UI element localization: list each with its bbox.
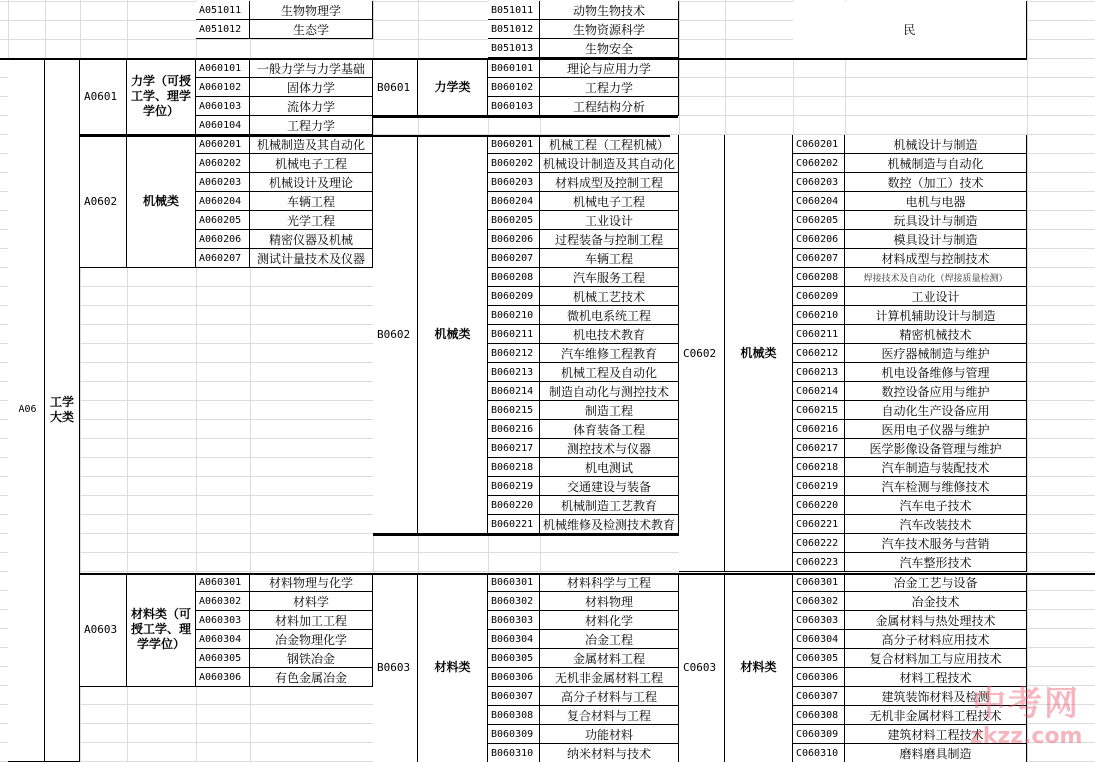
table-cell-name: 磨料磨具制造 (845, 744, 1027, 762)
table-cell-code: A060205 (196, 211, 250, 230)
table-cell-code: C060306 (793, 668, 845, 687)
table-cell-code: B060102 (488, 78, 540, 97)
table-cell-name: 生物资源科学 (540, 20, 679, 39)
table-cell-name: 机械设计及理论 (250, 173, 373, 192)
table-cell-name: 材料加工工程 (250, 611, 373, 630)
table-cell-code: C060221 (793, 515, 845, 534)
table-cell-code: B060310 (488, 744, 540, 762)
table-cell-name: 数控设备应用与维护 (845, 382, 1027, 401)
subcat-code: B0602 (373, 135, 418, 534)
table-cell-code: C060304 (793, 630, 845, 649)
table-cell-name: 无机非金属材料工程技术 (845, 706, 1027, 725)
table-cell-name: 数控（加工）技术 (845, 173, 1027, 192)
major-code: A06 (8, 58, 45, 762)
table-cell-code: A060202 (196, 154, 250, 173)
table-cell-name: 工程力学 (250, 116, 373, 135)
table-cell-name: 电机与电器 (845, 192, 1027, 211)
table-cell-code: C060209 (793, 287, 845, 306)
table-cell-code: B060101 (488, 59, 540, 78)
subcat-code: A0602 (80, 135, 127, 268)
subcat-code: C0603 (679, 573, 725, 762)
table-cell-code: C060301 (793, 573, 845, 592)
table-cell-name: 精密机械技术 (845, 325, 1027, 344)
table-cell-code: A060204 (196, 192, 250, 211)
subcat-name: 力学（可授工学、理学学位） (127, 59, 196, 135)
table-cell-code: C060307 (793, 687, 845, 706)
table-cell-code: B060211 (488, 325, 540, 344)
table-cell-name: 机械电子工程 (540, 192, 679, 211)
table-cell-name: 体育装备工程 (540, 420, 679, 439)
subcat-code: B0603 (373, 573, 418, 762)
table-cell-code: B060213 (488, 363, 540, 382)
table-cell-text: 民 (793, 1, 1027, 58)
table-cell-name: 机电技术教育 (540, 325, 679, 344)
table-cell-name: 车辆工程 (250, 192, 373, 211)
table-cell-code: B060203 (488, 173, 540, 192)
table-cell-code: C060222 (793, 534, 845, 553)
table-cell-name: 工业设计 (845, 287, 1027, 306)
table-cell-code: B060306 (488, 668, 540, 687)
table-cell-name: 理论与应用力学 (540, 59, 679, 78)
subcat-name: 材料类 (725, 573, 793, 762)
table-cell-code: C060215 (793, 401, 845, 420)
table-cell-code: B060309 (488, 725, 540, 744)
table-cell-name: 钢铁冶金 (250, 649, 373, 668)
table-cell-code: C060219 (793, 477, 845, 496)
table-cell-code: A060102 (196, 78, 250, 97)
table-cell-code: B060308 (488, 706, 540, 725)
table-cell-name: 材料物理 (540, 592, 679, 611)
table-cell-code: C060207 (793, 249, 845, 268)
table-cell-code: B060219 (488, 477, 540, 496)
watermark-line2: zkzz.com (970, 724, 1083, 749)
table-cell-name: 纳米材料与技术 (540, 744, 679, 762)
subcat-name: 机械类 (127, 135, 196, 268)
border-line (80, 573, 1095, 575)
table-cell-name: 自动化生产设备应用 (845, 401, 1027, 420)
table-cell-code: A060303 (196, 611, 250, 630)
table-cell-name: 车辆工程 (540, 249, 679, 268)
watermark-line1: 中考网 (972, 684, 1080, 724)
table-cell-name: 汽车电子技术 (845, 496, 1027, 515)
table-cell-code: C060211 (793, 325, 845, 344)
table-cell-name: 材料科学与工程 (540, 573, 679, 592)
table-cell-name: 一般力学与力学基础 (250, 59, 373, 78)
table-cell-name: 汽车检测与维修技术 (845, 477, 1027, 496)
table-cell-name: 材料成型与控制技术 (845, 249, 1027, 268)
table-cell-code: B060206 (488, 230, 540, 249)
table-cell-code: C060220 (793, 496, 845, 515)
table-cell-code: C060218 (793, 458, 845, 477)
table-cell-name: 材料工程技术 (845, 668, 1027, 687)
table-cell-code: B060216 (488, 420, 540, 439)
table-cell-code: B060209 (488, 287, 540, 306)
border-line (0, 58, 1027, 60)
table-cell-name: 制造自动化与测控技术 (540, 382, 679, 401)
table-cell-code: B060214 (488, 382, 540, 401)
table-cell-code: C060216 (793, 420, 845, 439)
table-cell-code: C060202 (793, 154, 845, 173)
table-cell-name: 医用电子仪器与维护 (845, 420, 1027, 439)
border-line (373, 116, 678, 118)
table-cell-name: 光学工程 (250, 211, 373, 230)
table-cell-name: 汽车技术服务与营销 (845, 534, 1027, 553)
subcat-name: 力学类 (418, 59, 488, 116)
table-cell-name: 流体力学 (250, 97, 373, 116)
table-cell-code: A060306 (196, 668, 250, 687)
table-cell-name: 复合材料与工程 (540, 706, 679, 725)
table-cell-name: 生物物理学 (250, 1, 373, 20)
table-cell-code: A060305 (196, 649, 250, 668)
table-cell-name: 汽车制造与装配技术 (845, 458, 1027, 477)
table-cell-name: 机械设计制造及其自动化 (540, 154, 679, 173)
table-cell-code: B060305 (488, 649, 540, 668)
table-cell-name: 机电测试 (540, 458, 679, 477)
table-cell-code: C060310 (793, 744, 845, 762)
subcat-code: B0601 (373, 59, 418, 116)
table-cell-code: C060303 (793, 611, 845, 630)
subcat-code: C0602 (679, 135, 725, 572)
table-cell-name: 工业设计 (540, 211, 679, 230)
table-cell-name: 模具设计与制造 (845, 230, 1027, 249)
table-cell-code: C060214 (793, 382, 845, 401)
table-cell-code: A060301 (196, 573, 250, 592)
table-cell-code: B060217 (488, 439, 540, 458)
table-cell-code: B060207 (488, 249, 540, 268)
table-cell-name: 动物生物技术 (540, 1, 679, 20)
table-cell-code: B051011 (488, 1, 540, 20)
table-cell-name: 建筑装饰材料及检测 (845, 687, 1027, 706)
table-cell-name: 机械设计与制造 (845, 135, 1027, 154)
table-cell-name: 汽车维修工程教育 (540, 344, 679, 363)
table-cell-name: 交通建设与装备 (540, 477, 679, 496)
table-cell-name: 固体力学 (250, 78, 373, 97)
table-cell-name: 有色金属冶金 (250, 668, 373, 687)
major-name: 工学大类 (45, 58, 80, 762)
table-cell-name: 机械工程及自动化 (540, 363, 679, 382)
table-cell-name: 建筑材料工程技术 (845, 725, 1027, 744)
table-cell-code: A060304 (196, 630, 250, 649)
table-cell-code: C060212 (793, 344, 845, 363)
table-cell-name: 过程装备与控制工程 (540, 230, 679, 249)
table-cell-code: C060217 (793, 439, 845, 458)
table-cell-code: B060304 (488, 630, 540, 649)
table-cell-name: 机械制造与自动化 (845, 154, 1027, 173)
subcat-code: A0603 (80, 573, 127, 687)
table-cell-code: B060220 (488, 496, 540, 515)
subcat-name: 机械类 (418, 135, 488, 534)
table-cell-name: 制造工程 (540, 401, 679, 420)
table-cell-name: 机械工程（工程机械） (540, 135, 679, 154)
table-cell-name: 计算机辅助设计与制造 (845, 306, 1027, 325)
subcat-name: 材料类（可授工学、理学学位） (127, 573, 196, 687)
table-cell-name: 金属材料与热处理技术 (845, 611, 1027, 630)
table-cell-code: B060218 (488, 458, 540, 477)
table-cell-code: C060206 (793, 230, 845, 249)
table-cell-code: B060301 (488, 573, 540, 592)
table-cell-code: A060206 (196, 230, 250, 249)
table-cell-name: 精密仪器及机械 (250, 230, 373, 249)
table-cell-name: 机械电子工程 (250, 154, 373, 173)
table-cell-code: A051011 (196, 1, 250, 20)
table-cell-name: 冶金物理化学 (250, 630, 373, 649)
table-cell-code: A060207 (196, 249, 250, 268)
table-cell-code: C060204 (793, 192, 845, 211)
table-cell-code: B060221 (488, 515, 540, 534)
table-cell-code: B060205 (488, 211, 540, 230)
table-cell-code: C060305 (793, 649, 845, 668)
table-cell-code: B060204 (488, 192, 540, 211)
table-cell-name: 玩具设计与制造 (845, 211, 1027, 230)
table-cell-code: C060210 (793, 306, 845, 325)
table-cell-code: B051013 (488, 39, 540, 58)
watermark-logo (960, 676, 1095, 762)
table-cell-code: B060303 (488, 611, 540, 630)
table-cell-code: A060101 (196, 59, 250, 78)
table-cell-code: B060302 (488, 592, 540, 611)
table-cell-code: A060302 (196, 592, 250, 611)
table-cell-code: B060202 (488, 154, 540, 173)
table-cell-name: 焊接技术及自动化（焊接质量检测） (845, 268, 1027, 287)
table-cell-name: 复合材料加工与应用技术 (845, 649, 1027, 668)
table-cell-code: B060103 (488, 97, 540, 116)
table-cell-code: C060302 (793, 592, 845, 611)
table-cell-name: 机械制造及其自动化 (250, 135, 373, 154)
table-cell-name: 冶金技术 (845, 592, 1027, 611)
table-cell-code: C060309 (793, 725, 845, 744)
table-cell-code: A051012 (196, 20, 250, 39)
table-cell-name: 高分子材料应用技术 (845, 630, 1027, 649)
table-cell-code: C060205 (793, 211, 845, 230)
table-cell-name: 汽车整形技术 (845, 553, 1027, 572)
table-cell-name: 医学影像设备管理与维护 (845, 439, 1027, 458)
table-cell-name: 微机电系统工程 (540, 306, 679, 325)
table-cell-code: B051012 (488, 20, 540, 39)
table-cell-name: 冶金工程 (540, 630, 679, 649)
table-cell-name: 工程结构分析 (540, 97, 679, 116)
table-cell-name: 测试计量技术及仪器 (250, 249, 373, 268)
table-cell-code: A060203 (196, 173, 250, 192)
table-cell-code: C060223 (793, 553, 845, 572)
table-cell-name: 生物安全 (540, 39, 679, 58)
table-cell-code: B060210 (488, 306, 540, 325)
table-cell-code: B060215 (488, 401, 540, 420)
table-cell-name: 材料物理与化学 (250, 573, 373, 592)
table-cell-name: 工程力学 (540, 78, 679, 97)
table-cell-name: 测控技术与仪器 (540, 439, 679, 458)
table-cell-name: 机电设备维修与管理 (845, 363, 1027, 382)
table-cell-code: C060308 (793, 706, 845, 725)
table-cell-name: 高分子材料与工程 (540, 687, 679, 706)
table-cell-code: B060201 (488, 135, 540, 154)
table-cell-name: 金属材料工程 (540, 649, 679, 668)
table-cell-name: 生态学 (250, 20, 373, 39)
table-cell-code: C060203 (793, 173, 845, 192)
table-cell-name: 机械工艺技术 (540, 287, 679, 306)
subcat-code: A0601 (80, 59, 127, 135)
table-cell-name: 材料化学 (540, 611, 679, 630)
table-cell-name: 材料成型及控制工程 (540, 173, 679, 192)
table-cell-name: 机械维修及检测技术教育 (540, 515, 679, 534)
table-cell-code: C060208 (793, 268, 845, 287)
table-cell-name: 功能材料 (540, 725, 679, 744)
table-cell-name: 材料学 (250, 592, 373, 611)
table-cell-code: C060201 (793, 135, 845, 154)
table-cell-name: 汽车服务工程 (540, 268, 679, 287)
table-cell-name: 医疗器械制造与维护 (845, 344, 1027, 363)
table-cell-name: 机械制造工艺教育 (540, 496, 679, 515)
table-cell-code: B060208 (488, 268, 540, 287)
table-cell-code: A060104 (196, 116, 250, 135)
subcat-name: 机械类 (725, 135, 793, 572)
border-line (80, 135, 670, 137)
table-cell-code: C060213 (793, 363, 845, 382)
subcat-name: 材料类 (418, 573, 488, 762)
table-cell-name: 冶金工艺与设备 (845, 573, 1027, 592)
table-cell-code: B060307 (488, 687, 540, 706)
border-line (373, 534, 679, 536)
table-cell-code: A060201 (196, 135, 250, 154)
table-cell-code: A060103 (196, 97, 250, 116)
table-cell-name: 汽车改装技术 (845, 515, 1027, 534)
table-cell-name: 无机非金属材料工程 (540, 668, 679, 687)
table-cell-code: B060212 (488, 344, 540, 363)
